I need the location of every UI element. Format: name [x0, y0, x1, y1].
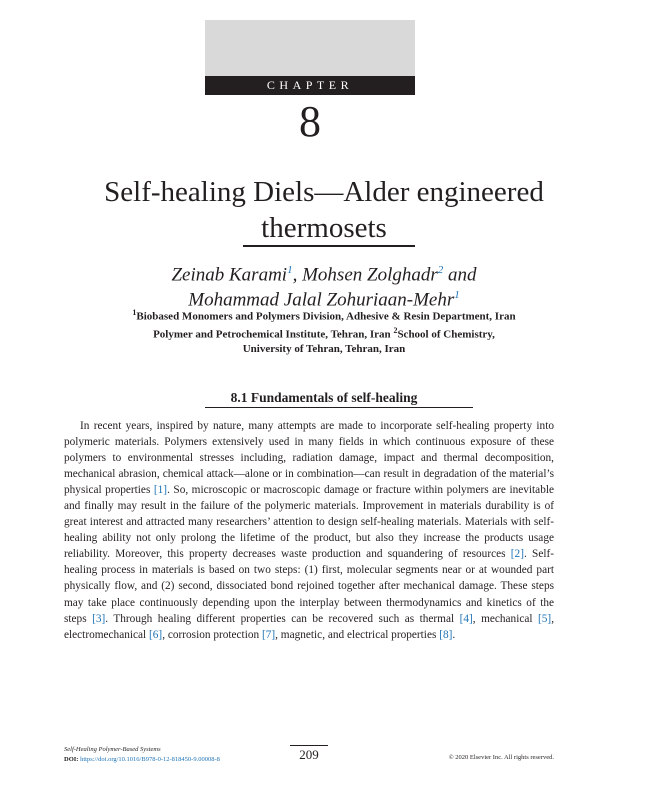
book-title: Self-Healing Polymer-Based Systems [64, 746, 161, 753]
author-affiliation-link[interactable]: 1 [287, 264, 293, 276]
affiliation-marker: 1 [132, 308, 137, 317]
author-name: Mohammad Jalal Zohuriaan-Mehr [188, 289, 455, 311]
chapter-label: CHAPTER [205, 76, 415, 95]
citation-link[interactable]: [1] [153, 484, 168, 497]
body-text: In recent years, inspired by nature, many attempts are made to incorporate self-healing property into polymeric materials. Polymers extensively used in many fields in which continuous exposure of these polymers to environmental stresses including, radiation damage, impact and thermal decomposition, mechanical abrasion, chemical attack—alone or in combination—can result in degradation of the material’s physical properties [64, 420, 554, 497]
body-text: . [452, 628, 456, 641]
body-text: , mechanical [472, 612, 538, 625]
citation-link[interactable]: [8] [439, 628, 453, 641]
copyright: © 2020 Elsevier Inc. All rights reserved. [448, 754, 554, 761]
citation-link[interactable]: [7] [261, 628, 276, 641]
author-separator: , [292, 264, 303, 286]
chapter-title-line1: Self-healing Diels—Alder engineered [104, 176, 544, 208]
doi-label: DOI: [64, 756, 81, 763]
title-underline [243, 245, 415, 247]
affiliation-marker: 2 [393, 326, 398, 335]
author-affiliation-link[interactable]: 2 [437, 264, 444, 276]
chapter-number: 8 [299, 97, 321, 146]
citation-link[interactable]: [4] [459, 612, 473, 625]
author-name: Mohsen Zolghadr [302, 264, 438, 286]
citation-link[interactable]: [2] [510, 548, 524, 561]
page-number-rule [290, 745, 328, 746]
citation-link[interactable]: [6] [149, 628, 163, 641]
author-affiliation-link[interactable]: 1 [454, 289, 460, 301]
body-text: . So, microscopic or macroscopic damage or fracture within polymers are inevitable and finally may result in the failure of the polymeric materials. Improvement in materials durability is of great interest and attracted many researchers’ attention to design self-healing materials. Materials with self-healing ability not only prolong the lifetime of the product, but also they increase the products usage reliability. Moreover, this property decreases waste production and squandering of resources [64, 484, 554, 561]
body-text: , electromechanical [64, 612, 555, 641]
author-name: Zeinab Karami [171, 264, 288, 286]
affiliation-text: School of Chemistry, [397, 328, 495, 341]
citation-link[interactable]: [3] [92, 612, 106, 625]
chapter-title-line2: thermosets [261, 212, 387, 244]
affiliation-line3: University of Tehran, Tehran, Iran [242, 343, 406, 355]
citation-link[interactable]: [5] [538, 612, 552, 625]
chapter-header-box [205, 20, 415, 76]
body-text: . Through healing different properties can be recovered such as thermal [105, 612, 460, 625]
section-underline [205, 407, 473, 408]
doi-link[interactable]: https://doi.org/10.1016/B978-0-12-818450-9.00008-8 [80, 756, 220, 763]
footer-book-info [64, 745, 220, 765]
body-text: , corrosion protection [162, 628, 262, 641]
doi-line [64, 755, 220, 765]
affiliation-text: Polymer and Petrochemical Institute, Tehran, Iran [153, 328, 394, 341]
page-number: 209 [299, 747, 319, 762]
section-title: 8.1 Fundamentals of self-healing [230, 390, 418, 405]
body-paragraph [64, 418, 554, 643]
body-text: . Self-healing process in materials is based on two steps: (1) first, molecular segments near or at wounded part physically flow, and (2) second, dissociated bond rejoined together after mechanical damage. These steps may take place continuously depending upon the interplay between thermodynamics and kinetics of the steps [64, 548, 554, 625]
body-text: , magnetic, and electrical properties [275, 628, 440, 641]
author-conjunction: and [443, 264, 477, 286]
affiliation-text: Biobased Monomers and Polymers Division, Adhesive & Resin Department, Iran [136, 310, 516, 323]
